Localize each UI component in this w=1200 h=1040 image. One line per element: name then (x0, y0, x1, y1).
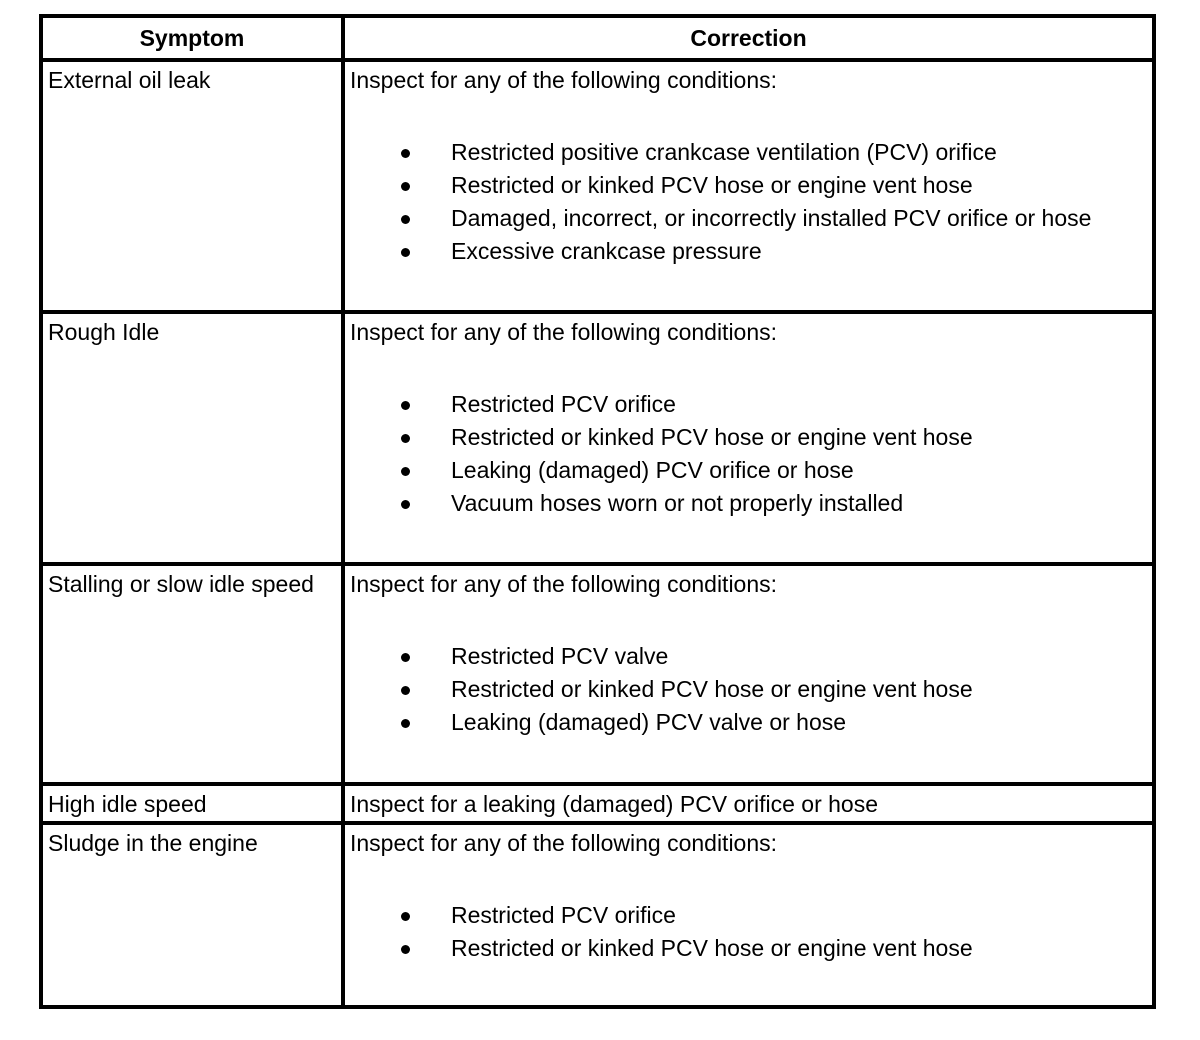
condition-list (350, 388, 1152, 520)
condition-text: Restricted PCV valve (451, 643, 669, 669)
correction-intro: Inspect for any of the following conditions: (350, 319, 778, 345)
symptom-cell: Rough Idle (41, 312, 343, 564)
symptom-cell: High idle speed (41, 784, 343, 823)
correction-intro: Inspect for a leaking (damaged) PCV orifice or hose (350, 791, 878, 817)
list-item (350, 706, 1152, 739)
list-item (350, 899, 1152, 932)
bullet-icon (401, 686, 410, 695)
list-item (350, 640, 1152, 673)
list-item (350, 169, 1152, 202)
diagnostic-table (39, 14, 1156, 1009)
condition-text: Damaged, incorrect, or incorrectly installed PCV orifice or hose (451, 205, 1092, 231)
correction-cell (343, 60, 1154, 312)
header-correction: Correction (343, 16, 1154, 60)
bullet-icon (401, 401, 410, 410)
condition-text: Restricted or kinked PCV hose or engine vent hose (451, 935, 973, 961)
table-row (41, 564, 1154, 784)
bullet-icon (401, 467, 410, 476)
bullet-icon (401, 434, 410, 443)
correction-intro: Inspect for any of the following conditions: (350, 830, 778, 856)
symptom-cell: Sludge in the engine (41, 823, 343, 1007)
condition-list (350, 640, 1152, 739)
table-row (41, 60, 1154, 312)
condition-text: Restricted PCV orifice (451, 391, 676, 417)
list-item (350, 932, 1152, 965)
list-item (350, 487, 1152, 520)
correction-intro: Inspect for any of the following conditions: (350, 571, 778, 597)
table-row (41, 823, 1154, 1007)
bullet-icon (401, 912, 410, 921)
correction-cell (343, 312, 1154, 564)
bullet-icon (401, 500, 410, 509)
bullet-icon (401, 653, 410, 662)
list-item (350, 235, 1152, 268)
symptom-cell: External oil leak (41, 60, 343, 312)
header-row (41, 16, 1154, 60)
list-item (350, 673, 1152, 706)
list-item (350, 454, 1152, 487)
condition-text: Leaking (damaged) PCV orifice or hose (451, 457, 854, 483)
bullet-icon (401, 248, 410, 257)
list-item (350, 136, 1152, 169)
condition-text: Restricted or kinked PCV hose or engine vent hose (451, 676, 973, 702)
correction-intro: Inspect for any of the following conditions: (350, 67, 778, 93)
condition-text: Restricted positive crankcase ventilation (PCV) orifice (451, 139, 997, 165)
symptom-cell: Stalling or slow idle speed (41, 564, 343, 784)
table-row (41, 784, 1154, 823)
table-row (41, 312, 1154, 564)
condition-text: Restricted or kinked PCV hose or engine vent hose (451, 424, 973, 450)
condition-text: Vacuum hoses worn or not properly installed (451, 490, 904, 516)
list-item (350, 202, 1152, 235)
condition-text: Excessive crankcase pressure (451, 238, 762, 264)
bullet-icon (401, 149, 410, 158)
bullet-icon (401, 182, 410, 191)
list-item (350, 388, 1152, 421)
condition-text: Restricted or kinked PCV hose or engine vent hose (451, 172, 973, 198)
condition-text: Leaking (damaged) PCV valve or hose (451, 709, 847, 735)
bullet-icon (401, 719, 410, 728)
bullet-icon (401, 945, 410, 954)
correction-cell (343, 784, 1154, 823)
header-symptom: Symptom (41, 16, 343, 60)
condition-list (350, 899, 1152, 965)
correction-cell (343, 564, 1154, 784)
bullet-icon (401, 215, 410, 224)
condition-list (350, 136, 1152, 268)
list-item (350, 421, 1152, 454)
correction-cell (343, 823, 1154, 1007)
condition-text: Restricted PCV orifice (451, 902, 676, 928)
